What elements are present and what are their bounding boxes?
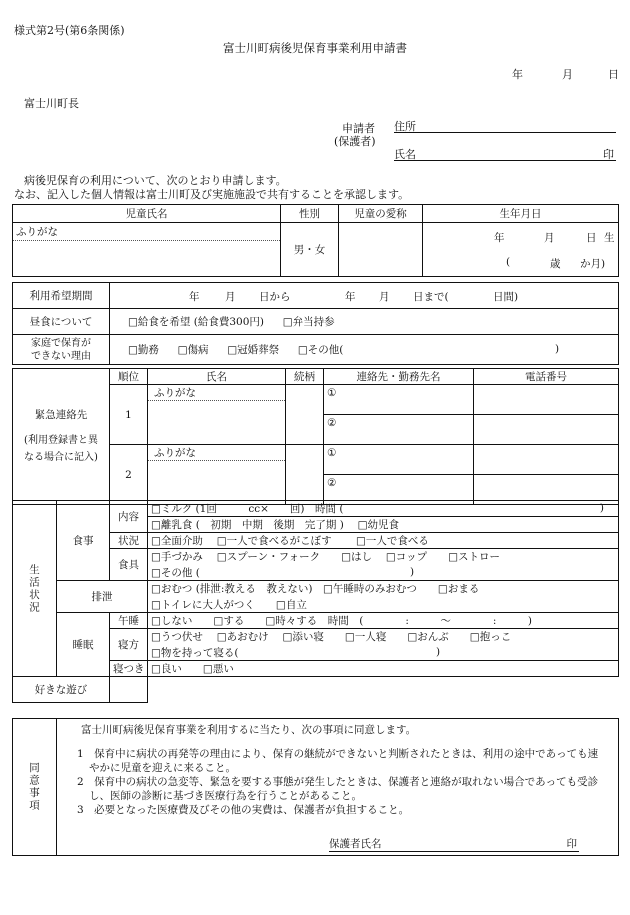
birth-year: 年	[494, 231, 505, 244]
reason-options	[110, 335, 619, 365]
reason-option-work[interactable]: □勤務	[128, 344, 159, 356]
contact-1-furigana-label: ふりがな	[154, 387, 196, 399]
contact-1-phone-1[interactable]	[474, 385, 619, 415]
contact-2-c1[interactable]	[324, 445, 474, 475]
nickname-cell[interactable]	[339, 223, 423, 277]
emergency-label: 緊急連絡先	[34, 409, 88, 421]
contact-1-order: 1	[110, 385, 148, 445]
contact-1-c2[interactable]	[324, 415, 474, 445]
header-contact: 連絡先・勤務先名	[324, 369, 474, 385]
reason-label-l2: できない理由	[31, 350, 91, 362]
consent-item-2: 2 保育中の病状の急変等、緊急を要する事態が発生したときは、保護者と連絡が取れない場合であっても受診し、医師の診断に基づき医療行為を行うことがあること。	[77, 776, 599, 802]
milk-option: □ミルク (1回 cc× 回) 時間 (	[151, 503, 344, 515]
header-order: 順位	[110, 369, 148, 385]
applicant-label: 申請者	[342, 122, 375, 135]
emergency-table	[12, 368, 619, 505]
period-d1: 日から	[259, 290, 291, 303]
lunch-label: 昼食について	[13, 309, 110, 335]
reason-option-illness[interactable]: □傷病	[177, 344, 209, 356]
birth-day: 日	[586, 231, 597, 244]
contact-1-phone-2[interactable]	[474, 415, 619, 445]
life-label-cell	[13, 501, 57, 677]
contact-2-name[interactable]	[148, 461, 286, 505]
birthdate-header: 生年月日	[423, 205, 619, 223]
meal-utensil-line-1[interactable]: □手づかみ □スプーン・フォーク □はし □コップ □ストロー	[148, 549, 619, 565]
consent-item-3: 3 必要となった医療費及びその他の実費は、保護者が負担すること。	[77, 804, 410, 816]
header-name: 氏名	[148, 369, 286, 385]
meal-status-label: 状況	[110, 533, 148, 549]
sleep-manner-line-1[interactable]: □うつ伏せ □あおむけ □添い寝 □一人寝 □おんぶ □抱っこ	[148, 629, 619, 645]
contact-2-relation[interactable]	[286, 445, 324, 505]
excretion-line-2[interactable]: □トイレに大人がつく □自立	[148, 597, 619, 613]
applicant-seal: 印	[603, 148, 614, 161]
addressee: 富士川町長	[24, 97, 79, 110]
favorite-play-field[interactable]	[110, 677, 148, 703]
consent-table	[12, 718, 619, 856]
lunch-option-school[interactable]: □給食を希望 (給食費300円)	[128, 316, 264, 328]
reason-label-l1: 家庭で保育が	[31, 337, 91, 349]
manner-object-close: )	[436, 645, 441, 658]
reason-other-close: )	[555, 343, 560, 355]
contact-2-furigana[interactable]	[148, 445, 286, 461]
contact-1-name[interactable]	[148, 401, 286, 445]
age-months: か月)	[580, 257, 606, 270]
nickname-header: 児童の愛称	[339, 205, 423, 223]
child-name-cell[interactable]	[13, 241, 281, 277]
consent-intro: 富士川町病後児保育事業を利用するに当たり、次の事項に同意します。	[81, 724, 417, 736]
date-month: 月	[562, 68, 573, 81]
guardian-signature-label: 保護者氏名	[329, 838, 382, 850]
period-days: 日間)	[493, 290, 519, 303]
date-year: 年	[512, 68, 523, 81]
applicant-label-sub: (保護者)	[334, 135, 376, 148]
emergency-label-cell	[13, 369, 110, 505]
excretion-label: 排泄	[57, 581, 148, 613]
period-m2: 月	[379, 290, 390, 303]
period-table	[12, 282, 619, 365]
meal-status-line[interactable]: □全面介助 □一人で食べるがこぼす □一人で食べる	[148, 533, 619, 549]
meal-content-line-1[interactable]	[148, 501, 619, 517]
period-y2: 年	[345, 290, 356, 303]
contact-2-c2-label: ②	[327, 477, 337, 489]
meal-utensil-line-2[interactable]	[148, 565, 619, 581]
sleep-manner-line-2[interactable]	[148, 645, 619, 661]
header-relation: 続柄	[286, 369, 324, 385]
contact-2-phone-1[interactable]	[474, 445, 619, 475]
utensil-other-close: )	[410, 565, 415, 578]
lunch-options	[110, 309, 619, 335]
milk-close: )	[599, 502, 604, 514]
contact-2-c1-label: ①	[327, 447, 337, 459]
intro-line-2: なお、記入した個人情報は富士川町及び実施施設で共有することを承認します。	[14, 188, 410, 201]
contact-1-c2-label: ②	[327, 417, 337, 429]
birthdate-cell[interactable]	[423, 223, 619, 277]
wake-line[interactable]: □良い □悪い	[148, 661, 619, 677]
guardian-seal: 印	[566, 838, 577, 850]
age-open: (	[506, 255, 511, 268]
consent-label: 同意事項	[28, 762, 40, 812]
address-label: 住所	[394, 120, 416, 133]
age-years: 歳	[550, 257, 561, 270]
nap-label: 午睡	[110, 613, 148, 629]
emergency-note-l2: なる場合に記入)	[24, 452, 98, 463]
contact-2-furigana-label: ふりがな	[154, 447, 196, 459]
period-field[interactable]	[110, 283, 619, 309]
child-info-table	[12, 204, 619, 277]
meal-utensil-label: 食具	[110, 549, 148, 581]
page-title: 富士川町病後児保育事業利用申請書	[223, 41, 407, 55]
applicant-address-field[interactable]	[394, 118, 616, 133]
period-y1: 年	[189, 290, 200, 303]
consent-body	[57, 719, 619, 856]
period-m1: 月	[225, 290, 236, 303]
form-number: 様式第2号(第6条関係)	[14, 24, 125, 37]
guardian-signature-field[interactable]	[329, 837, 579, 852]
child-name-header: 児童氏名	[13, 205, 281, 223]
gender-value[interactable]: 男・女	[281, 223, 339, 277]
applicant-name-field[interactable]	[394, 146, 616, 161]
consent-label-cell	[13, 719, 57, 856]
reason-option-ceremony[interactable]: □冠婚葬祭	[227, 344, 280, 356]
reason-label	[13, 335, 110, 365]
period-d2: 日まで(	[413, 290, 449, 303]
meal-content-line-2[interactable]: □離乳食 ( 初期 中期 後期 完了期 ) □幼児食	[148, 517, 619, 533]
excretion-line-1[interactable]: □おむつ (排泄:教える 教えない) □午睡時のみおむつ □おまる	[148, 581, 619, 597]
reason-option-other[interactable]: □その他(	[297, 344, 344, 356]
consent-item-1: 1 保育中に病状の再発等の理由により、保育の継続ができないと判断されたときは、利用の途中であっても速やかに児童を迎えに来ること。	[77, 748, 599, 774]
favorite-play-label: 好きな遊び	[13, 677, 110, 703]
nap-line[interactable]: □しない □する □時々する 時間 ( : ～ : )	[148, 613, 619, 629]
emergency-note-l1: (利用登録書と異	[24, 435, 98, 446]
child-furigana-cell[interactable]	[13, 223, 281, 241]
wake-label: 寝つき	[110, 661, 148, 677]
sleep-label: 睡眠	[57, 613, 110, 677]
name-label: 氏名	[394, 148, 416, 161]
contact-1-furigana[interactable]	[148, 385, 286, 401]
date-day: 日	[608, 68, 619, 81]
intro-line-1: 病後児保育の利用について、次のとおり申請します。	[24, 174, 287, 187]
birth-month: 月	[544, 231, 555, 244]
life-label: 生活状況	[28, 563, 40, 614]
sleep-manner-label: 寝方	[110, 629, 148, 661]
contact-1-c1[interactable]	[324, 385, 474, 415]
manner-object: □物を持って寝る(	[151, 646, 239, 659]
contact-1-c1-label: ①	[327, 387, 337, 399]
birth-born: 生	[604, 231, 615, 244]
header-phone: 電話番号	[474, 369, 619, 385]
life-table	[12, 500, 619, 703]
contact-2-order: 2	[110, 445, 148, 505]
meal-content-label: 内容	[110, 501, 148, 533]
lunch-option-bento[interactable]: □弁当持参	[282, 316, 335, 328]
contact-1-relation[interactable]	[286, 385, 324, 445]
gender-header: 性別	[281, 205, 339, 223]
child-furigana-label: ふりがな	[16, 226, 58, 238]
meal-label: 食事	[57, 501, 110, 581]
period-label: 利用希望期間	[13, 283, 110, 309]
utensil-other: □その他 (	[151, 566, 200, 579]
